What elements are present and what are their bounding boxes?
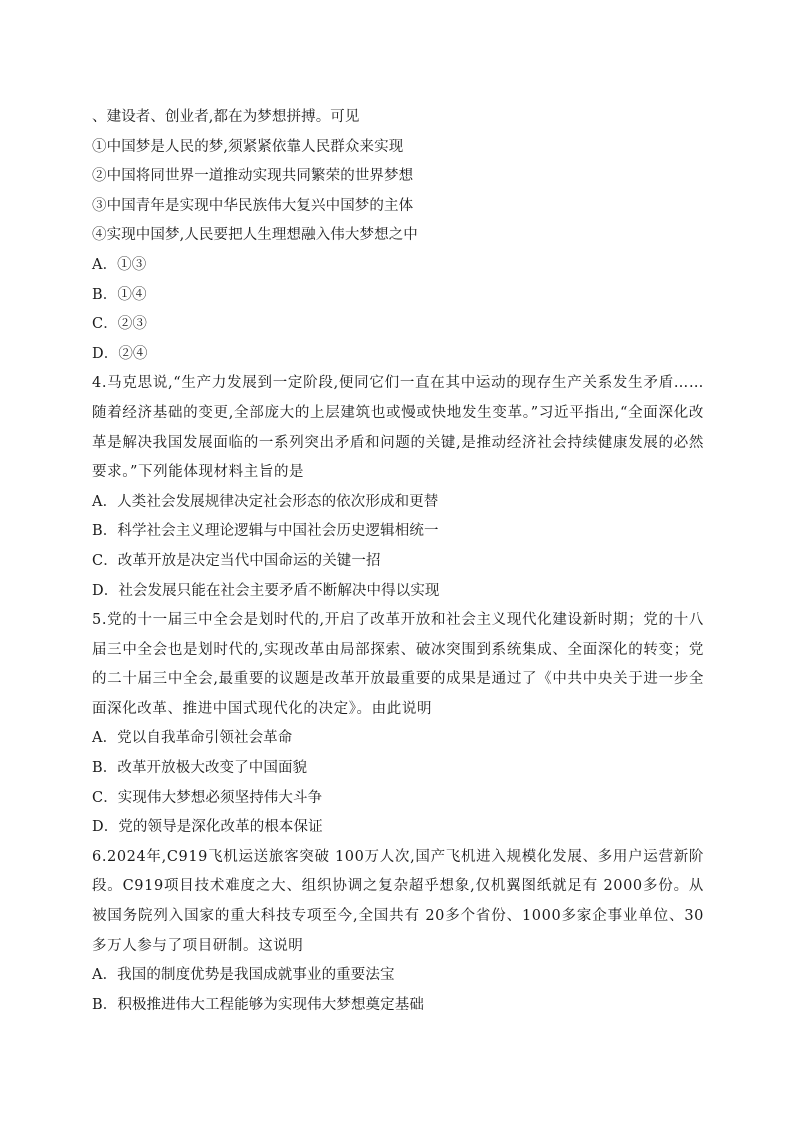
question-4-stem: 4.马克思说,“生产力发展到一定阶段,便同它们一直在其中运动的现存生产关系发生矛盾……随着经济基础的变更,全部庞大的上层建筑也或慢或快地发生变革。”习近平指出,“全面深化改革是解决我国发展面临的一系列突出矛盾和问题的关键,是推动经济社会持续健康发展的必然要求。”下列能体现材料主旨的是 <box>92 375 704 481</box>
question-4 <box>92 369 704 606</box>
option-c: C．实现伟大梦想必须坚持伟大斗争 <box>92 789 323 806</box>
question-5 <box>92 606 704 843</box>
option-d: D．社会发展只能在社会主要矛盾不断解决中得以实现 <box>92 582 440 599</box>
question-6-stem: 6.2024年,C919飞机运送旅客突破 100万人次,国产飞机进入规模化发展、多用户运营新阶段。C919项目技术难度之大、组织协调之复杂超乎想象,仅机翼图纸就足有 2000多份。从被国务院列入国家的重大科技专项至今,全国共有 20多个省份、1000多家企事业单位、30多万人参与了项目研制。这说明 <box>92 848 704 954</box>
exam-page <box>92 103 704 1020</box>
option-c: C．②③ <box>92 316 147 333</box>
statement-4: ④实现中国梦,人民要把人生理想融入伟大梦想之中 <box>92 227 418 244</box>
question-3-stem-tail: 、建设者、创业者,都在为梦想拼搏。可见 <box>92 109 360 125</box>
statement-3: ③中国青年是实现中华民族伟大复兴中国梦的主体 <box>92 197 414 214</box>
option-c: C．改革开放是决定当代中国命运的关键一招 <box>92 552 381 569</box>
option-a: A．①③ <box>92 256 147 273</box>
option-a: A．我国的制度优势是我国成就事业的重要法宝 <box>92 967 395 984</box>
option-a: A．人类社会发展规律决定社会形态的依次形成和更替 <box>92 493 439 510</box>
option-b: B．改革开放极大改变了中国面貌 <box>92 760 308 777</box>
question-5-stem: 5.党的十一届三中全会是划时代的,开启了改革开放和社会主义现代化建设新时期；党的十八届三中全会也是划时代的,实现改革由局部探索、破冰突围到系统集成、全面深化的转变；党的二十届三中全会,最重要的议题是改革开放最重要的成果是通过了《中共中央关于进一步全面深化改革、推进中国式现代化的决定》。由此说明 <box>92 612 704 717</box>
option-b: B．①④ <box>92 286 147 303</box>
option-d: D．党的领导是深化改革的根本保证 <box>92 819 323 836</box>
statement-1: ①中国梦是人民的梦,须紧紧依靠人民群众来实现 <box>92 138 404 155</box>
question-3-continuation <box>92 103 704 369</box>
question-6 <box>92 843 704 1021</box>
option-d: D．②④ <box>92 345 148 362</box>
statement-2: ②中国将同世界一道推动实现共同繁荣的世界梦想 <box>92 168 414 185</box>
option-b: B．科学社会主义理论逻辑与中国社会历史逻辑相统一 <box>92 523 439 540</box>
option-b: B．积极推进伟大工程能够为实现伟大梦想奠定基础 <box>92 996 424 1013</box>
option-a: A．党以自我革命引领社会革命 <box>92 730 293 747</box>
